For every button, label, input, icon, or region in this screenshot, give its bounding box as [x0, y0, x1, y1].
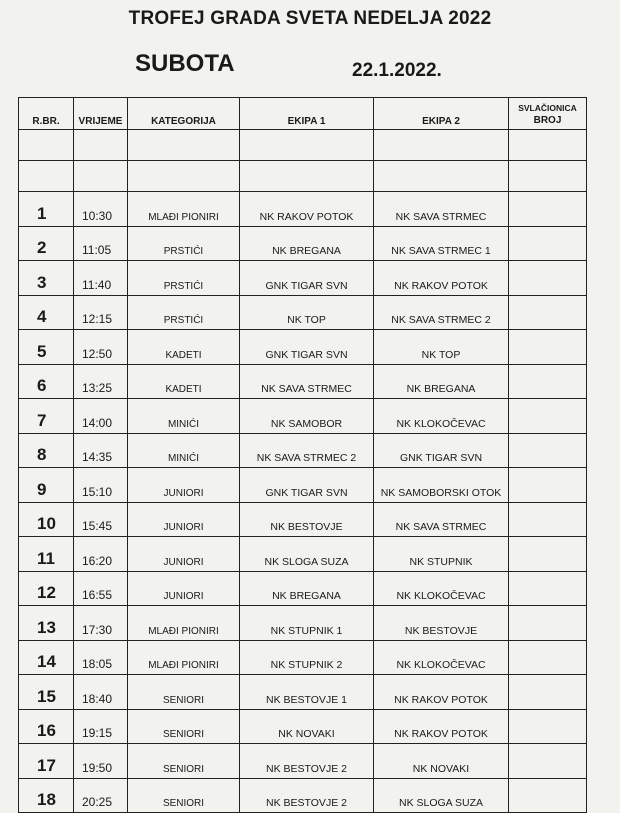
- row-team2: NK KLOKOČEVAC: [374, 571, 509, 606]
- row-team1: NK STUPNIK 2: [240, 640, 374, 675]
- row-team1: NK TOP: [240, 295, 374, 330]
- row-team2: NK KLOKOČEVAC: [374, 399, 509, 434]
- row-team2: NK TOP: [374, 330, 509, 365]
- row-category: PRSTIĆI: [128, 226, 240, 261]
- row-room: [509, 571, 587, 606]
- table-row: [19, 709, 587, 744]
- row-time: 19:15: [74, 709, 128, 744]
- row-team2: NK RAKOV POTOK: [374, 261, 509, 296]
- row-category: MINIĆI: [128, 433, 240, 468]
- row-category: KADETI: [128, 330, 240, 365]
- date-label: 22.1.2022.: [352, 60, 442, 81]
- table-row: [19, 744, 587, 779]
- row-room: [509, 640, 587, 675]
- table-row: [19, 295, 587, 330]
- row-team1: NK BREGANA: [240, 571, 374, 606]
- row-team1: NK SLOGA SUZA: [240, 537, 374, 572]
- table-row: [19, 192, 587, 227]
- row-number: 14: [19, 640, 74, 675]
- row-number: 17: [19, 744, 74, 779]
- row-category: KADETI: [128, 364, 240, 399]
- row-team2: NK SAVA STRMEC 1: [374, 226, 509, 261]
- table-row: [19, 606, 587, 641]
- row-category: MINIĆI: [128, 399, 240, 434]
- table-row: [19, 261, 587, 296]
- row-team2: NK STUPNIK: [374, 537, 509, 572]
- row-team2: NK SAMOBORSKI OTOK: [374, 468, 509, 503]
- row-number: 11: [19, 537, 74, 572]
- row-number: 13: [19, 606, 74, 641]
- table-row: [19, 675, 587, 710]
- row-number: 3: [19, 261, 74, 296]
- row-time: 16:55: [74, 571, 128, 606]
- table-row: [19, 571, 587, 606]
- row-room: [509, 606, 587, 641]
- row-team1: NK BESTOVJE: [240, 502, 374, 537]
- row-number: 4: [19, 295, 74, 330]
- row-team2: NK KLOKOČEVAC: [374, 640, 509, 675]
- row-room: [509, 192, 587, 227]
- row-time: 12:15: [74, 295, 128, 330]
- row-category: JUNIORI: [128, 468, 240, 503]
- row-team1: NK BESTOVJE 2: [240, 778, 374, 813]
- header-room-bottom: BROJ: [533, 115, 562, 126]
- row-number: 2: [19, 226, 74, 261]
- table-row: [19, 502, 587, 537]
- row-category: SENIORI: [128, 709, 240, 744]
- row-team1: NK RAKOV POTOK: [240, 192, 374, 227]
- table-row: [19, 778, 587, 813]
- row-team2: NK SAVA STRMEC: [374, 192, 509, 227]
- row-time: 11:05: [74, 226, 128, 261]
- row-number: 8: [19, 433, 74, 468]
- header-team1: EKIPA 1: [240, 98, 374, 130]
- row-room: [509, 709, 587, 744]
- header-rbr: R.BR.: [19, 98, 74, 130]
- table-row: [19, 364, 587, 399]
- row-team2: NK SLOGA SUZA: [374, 778, 509, 813]
- row-room: [509, 399, 587, 434]
- row-time: 17:30: [74, 606, 128, 641]
- table-row: [19, 399, 587, 434]
- row-category: MLAĐI PIONIRI: [128, 606, 240, 641]
- row-number: 10: [19, 502, 74, 537]
- row-category: SENIORI: [128, 675, 240, 710]
- row-team1: NK NOVAKI: [240, 709, 374, 744]
- row-category: PRSTIĆI: [128, 261, 240, 296]
- row-room: [509, 295, 587, 330]
- table-row: [19, 433, 587, 468]
- row-team1: GNK TIGAR SVN: [240, 261, 374, 296]
- row-team2: NK RAKOV POTOK: [374, 709, 509, 744]
- header-room: [509, 98, 587, 130]
- row-time: 19:50: [74, 744, 128, 779]
- row-time: 15:10: [74, 468, 128, 503]
- day-label: SUBOTA: [135, 50, 235, 77]
- row-number: 5: [19, 330, 74, 365]
- table-row: [19, 640, 587, 675]
- empty-row: [19, 161, 587, 192]
- row-team2: NK RAKOV POTOK: [374, 675, 509, 710]
- row-team2: NK SAVA STRMEC 2: [374, 295, 509, 330]
- header-team2: EKIPA 2: [374, 98, 509, 130]
- row-time: 12:50: [74, 330, 128, 365]
- row-number: 15: [19, 675, 74, 710]
- row-team1: NK SAVA STRMEC 2: [240, 433, 374, 468]
- empty-row: [19, 130, 587, 161]
- row-room: [509, 330, 587, 365]
- document-title: TROFEJ GRADA SVETA NEDELJA 2022: [128, 8, 492, 29]
- row-room: [509, 433, 587, 468]
- row-number: 7: [19, 399, 74, 434]
- header-category: KATEGORIJA: [128, 98, 240, 130]
- row-number: 12: [19, 571, 74, 606]
- row-room: [509, 261, 587, 296]
- row-team2: NK BESTOVJE: [374, 606, 509, 641]
- row-number: 9: [19, 468, 74, 503]
- row-time: 13:25: [74, 364, 128, 399]
- row-room: [509, 502, 587, 537]
- row-number: 1: [19, 192, 74, 227]
- row-number: 6: [19, 364, 74, 399]
- row-time: 11:40: [74, 261, 128, 296]
- header-room-top: SVLAČIONICA: [518, 103, 577, 113]
- row-team1: NK BREGANA: [240, 226, 374, 261]
- row-time: 14:35: [74, 433, 128, 468]
- row-team2: GNK TIGAR SVN: [374, 433, 509, 468]
- table-row: [19, 330, 587, 365]
- row-number: 16: [19, 709, 74, 744]
- row-number: 18: [19, 778, 74, 813]
- row-team1: NK SAMOBOR: [240, 399, 374, 434]
- row-time: 10:30: [74, 192, 128, 227]
- row-room: [509, 744, 587, 779]
- row-time: 18:05: [74, 640, 128, 675]
- row-team1: NK BESTOVJE 1: [240, 675, 374, 710]
- row-team1: NK SAVA STRMEC: [240, 364, 374, 399]
- row-room: [509, 778, 587, 813]
- row-room: [509, 537, 587, 572]
- header-time: VRIJEME: [74, 98, 128, 130]
- row-team1: NK STUPNIK 1: [240, 606, 374, 641]
- row-time: 16:20: [74, 537, 128, 572]
- row-time: 14:00: [74, 399, 128, 434]
- row-time: 20:25: [74, 778, 128, 813]
- row-time: 18:40: [74, 675, 128, 710]
- row-category: MLAĐI PIONIRI: [128, 192, 240, 227]
- row-team1: GNK TIGAR SVN: [240, 468, 374, 503]
- row-time: 15:45: [74, 502, 128, 537]
- row-category: PRSTIĆI: [128, 295, 240, 330]
- row-category: JUNIORI: [128, 502, 240, 537]
- row-team2: NK SAVA STRMEC: [374, 502, 509, 537]
- row-category: SENIORI: [128, 778, 240, 813]
- schedule-table: [18, 97, 587, 813]
- row-room: [509, 226, 587, 261]
- row-category: SENIORI: [128, 744, 240, 779]
- row-category: JUNIORI: [128, 537, 240, 572]
- row-category: JUNIORI: [128, 571, 240, 606]
- row-room: [509, 468, 587, 503]
- row-team2: NK NOVAKI: [374, 744, 509, 779]
- row-team1: GNK TIGAR SVN: [240, 330, 374, 365]
- row-team1: NK BESTOVJE 2: [240, 744, 374, 779]
- row-category: MLAĐI PIONIRI: [128, 640, 240, 675]
- row-room: [509, 675, 587, 710]
- row-room: [509, 364, 587, 399]
- header-row: [19, 98, 587, 130]
- row-team2: NK BREGANA: [374, 364, 509, 399]
- table-row: [19, 226, 587, 261]
- table-row: [19, 537, 587, 572]
- table-row: [19, 468, 587, 503]
